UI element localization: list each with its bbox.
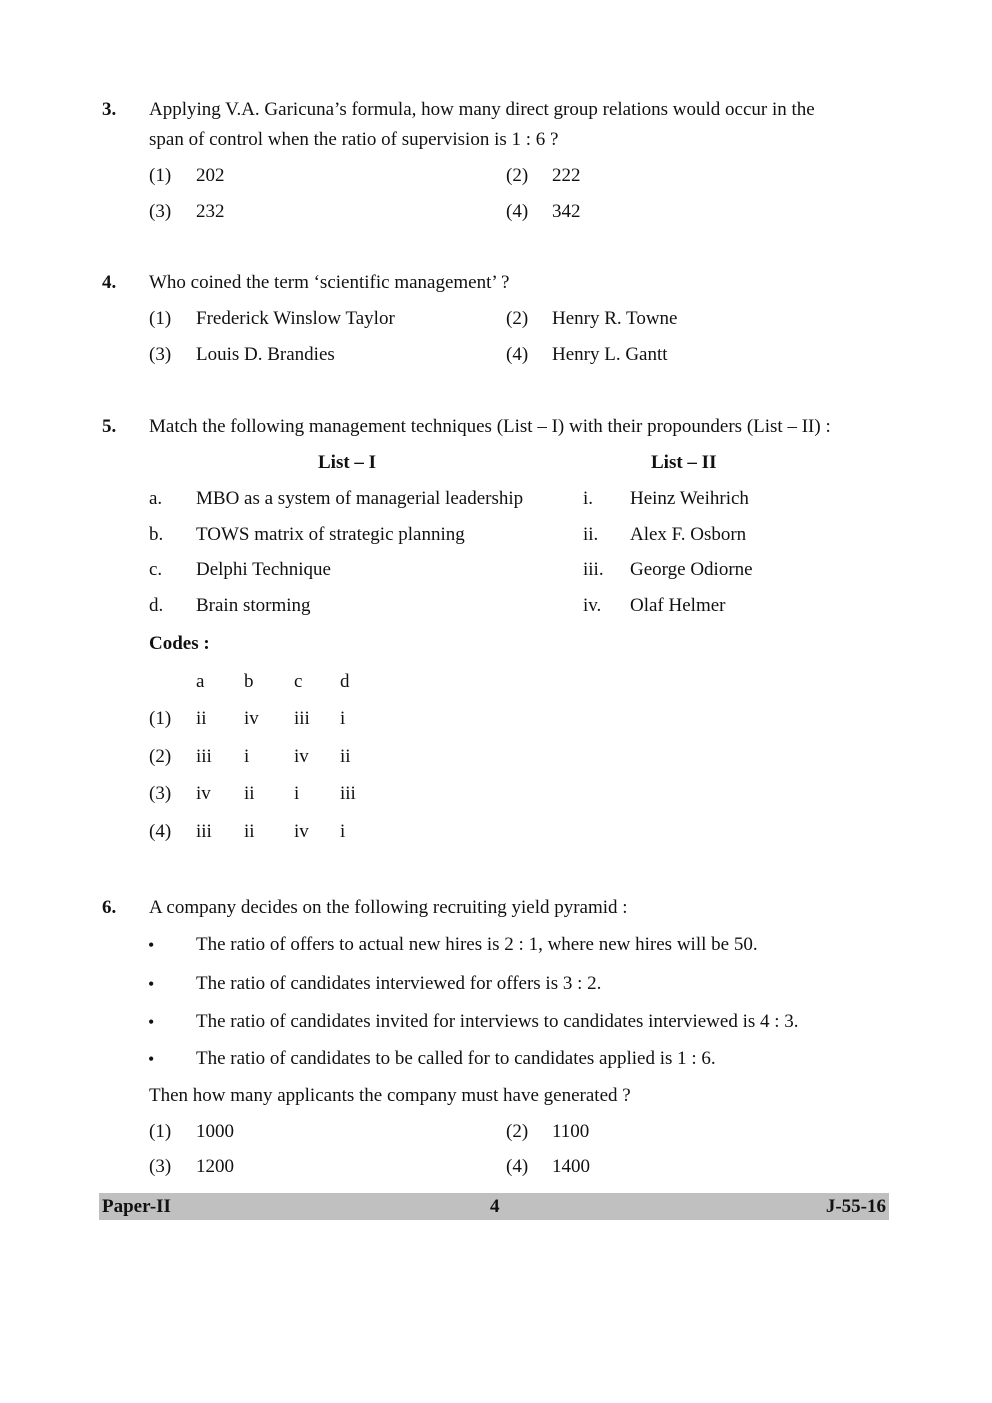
option-text: 232 <box>196 201 225 222</box>
list-2-label: iii. <box>583 559 604 580</box>
option-label: (4) <box>506 1156 529 1177</box>
list-2-item: Alex F. Osborn <box>630 524 747 545</box>
list-2-item: Olaf Helmer <box>630 595 726 616</box>
bullet-text: The ratio of candidates to be called for to candidates applied is 1 : 6. <box>196 1048 716 1069</box>
codes-cell: ii <box>244 783 255 804</box>
option-text: 1100 <box>552 1121 590 1142</box>
codes-cell: iv <box>294 821 309 842</box>
option-label: (2) <box>506 1121 529 1142</box>
question-number: 4. <box>102 272 117 293</box>
codes-cell: iv <box>196 783 211 804</box>
list-1-label: c. <box>149 559 163 580</box>
list-2-item: George Odiorne <box>630 559 753 580</box>
codes-cell: i <box>340 821 346 842</box>
codes-cell: ii <box>196 708 207 729</box>
question-number: 3. <box>102 99 117 120</box>
question-number: 6. <box>102 897 117 918</box>
bullet-text: The ratio of candidates interviewed for offers is 3 : 2. <box>196 973 602 994</box>
codes-header-cell: b <box>244 671 254 692</box>
option-text: 342 <box>552 201 581 222</box>
page-footer <box>99 1193 889 1220</box>
list-1-item: Brain storming <box>196 595 311 616</box>
codes-cell: ii <box>244 821 255 842</box>
list-2-label: i. <box>583 488 594 509</box>
option-label: (1) <box>149 165 172 186</box>
option-text: 1400 <box>552 1156 590 1177</box>
codes-cell: iv <box>294 746 309 767</box>
question-text-line-1: Applying V.A. Garicuna’s formula, how many direct group relations would occur in the <box>149 99 815 120</box>
codes-row-label: (2) <box>149 746 172 767</box>
option-label: (3) <box>149 344 172 365</box>
codes-cell: i <box>340 708 346 729</box>
bullet-icon: • <box>148 1012 155 1032</box>
option-label: (4) <box>506 201 529 222</box>
option-label: (3) <box>149 1156 172 1177</box>
option-text: Louis D. Brandies <box>196 344 335 365</box>
option-label: (3) <box>149 201 172 222</box>
option-label: (2) <box>506 308 529 329</box>
list-2-label: iv. <box>583 595 602 616</box>
codes-cell: i <box>244 746 250 767</box>
codes-cell: iii <box>196 746 212 767</box>
option-text: 1000 <box>196 1121 234 1142</box>
list-1-item: TOWS matrix of strategic planning <box>196 524 465 545</box>
list-1-item: Delphi Technique <box>196 559 331 580</box>
question-text: Match the following management techniques (List – I) with their propounders (List – II) : <box>149 416 831 437</box>
option-text: 202 <box>196 165 225 186</box>
option-text: Henry L. Gantt <box>552 344 668 365</box>
codes-row-label: (3) <box>149 783 172 804</box>
list-1-heading: List – I <box>318 452 377 473</box>
option-text: Henry R. Towne <box>552 308 678 329</box>
list-2-heading: List – II <box>651 452 717 473</box>
codes-cell: ii <box>340 746 351 767</box>
footer-paper-label: Paper-II <box>102 1196 171 1217</box>
codes-label: Codes : <box>149 633 210 654</box>
list-1-label: b. <box>149 524 164 545</box>
option-label: (4) <box>506 344 529 365</box>
option-text: Frederick Winslow Taylor <box>196 308 395 329</box>
codes-header-cell: a <box>196 671 205 692</box>
codes-cell: iii <box>294 708 310 729</box>
list-2-label: ii. <box>583 524 599 545</box>
question-text-line-2: span of control when the ratio of supervision is 1 : 6 ? <box>149 129 559 150</box>
codes-header-cell: c <box>294 671 303 692</box>
bullet-icon: • <box>148 974 155 994</box>
codes-row-label: (1) <box>149 708 172 729</box>
bullet-text: The ratio of offers to actual new hires is 2 : 1, where new hires will be 50. <box>196 934 758 955</box>
question-tail: Then how many applicants the company must have generated ? <box>149 1085 631 1106</box>
option-text: 1200 <box>196 1156 234 1177</box>
codes-row-label: (4) <box>149 821 172 842</box>
list-1-label: d. <box>149 595 164 616</box>
option-text: 222 <box>552 165 581 186</box>
question-number: 5. <box>102 416 117 437</box>
codes-header-cell: d <box>340 671 350 692</box>
list-1-item: MBO as a system of managerial leadership <box>196 488 524 509</box>
question-text: Who coined the term ‘scientific management’ ? <box>149 272 510 293</box>
codes-cell: iv <box>244 708 259 729</box>
list-2-item: Heinz Weihrich <box>630 488 749 509</box>
footer-code: J-55-16 <box>825 1196 886 1217</box>
footer-page-number: 4 <box>490 1196 500 1217</box>
option-label: (1) <box>149 1121 172 1142</box>
codes-cell: iii <box>196 821 212 842</box>
bullet-text: The ratio of candidates invited for interviews to candidates interviewed is 4 : 3. <box>196 1011 799 1032</box>
list-1-label: a. <box>149 488 163 509</box>
option-label: (1) <box>149 308 172 329</box>
bullet-icon: • <box>148 935 155 955</box>
bullet-icon: • <box>148 1049 155 1069</box>
codes-cell: i <box>294 783 300 804</box>
question-text: A company decides on the following recruiting yield pyramid : <box>149 897 628 918</box>
option-label: (2) <box>506 165 529 186</box>
codes-cell: iii <box>340 783 356 804</box>
